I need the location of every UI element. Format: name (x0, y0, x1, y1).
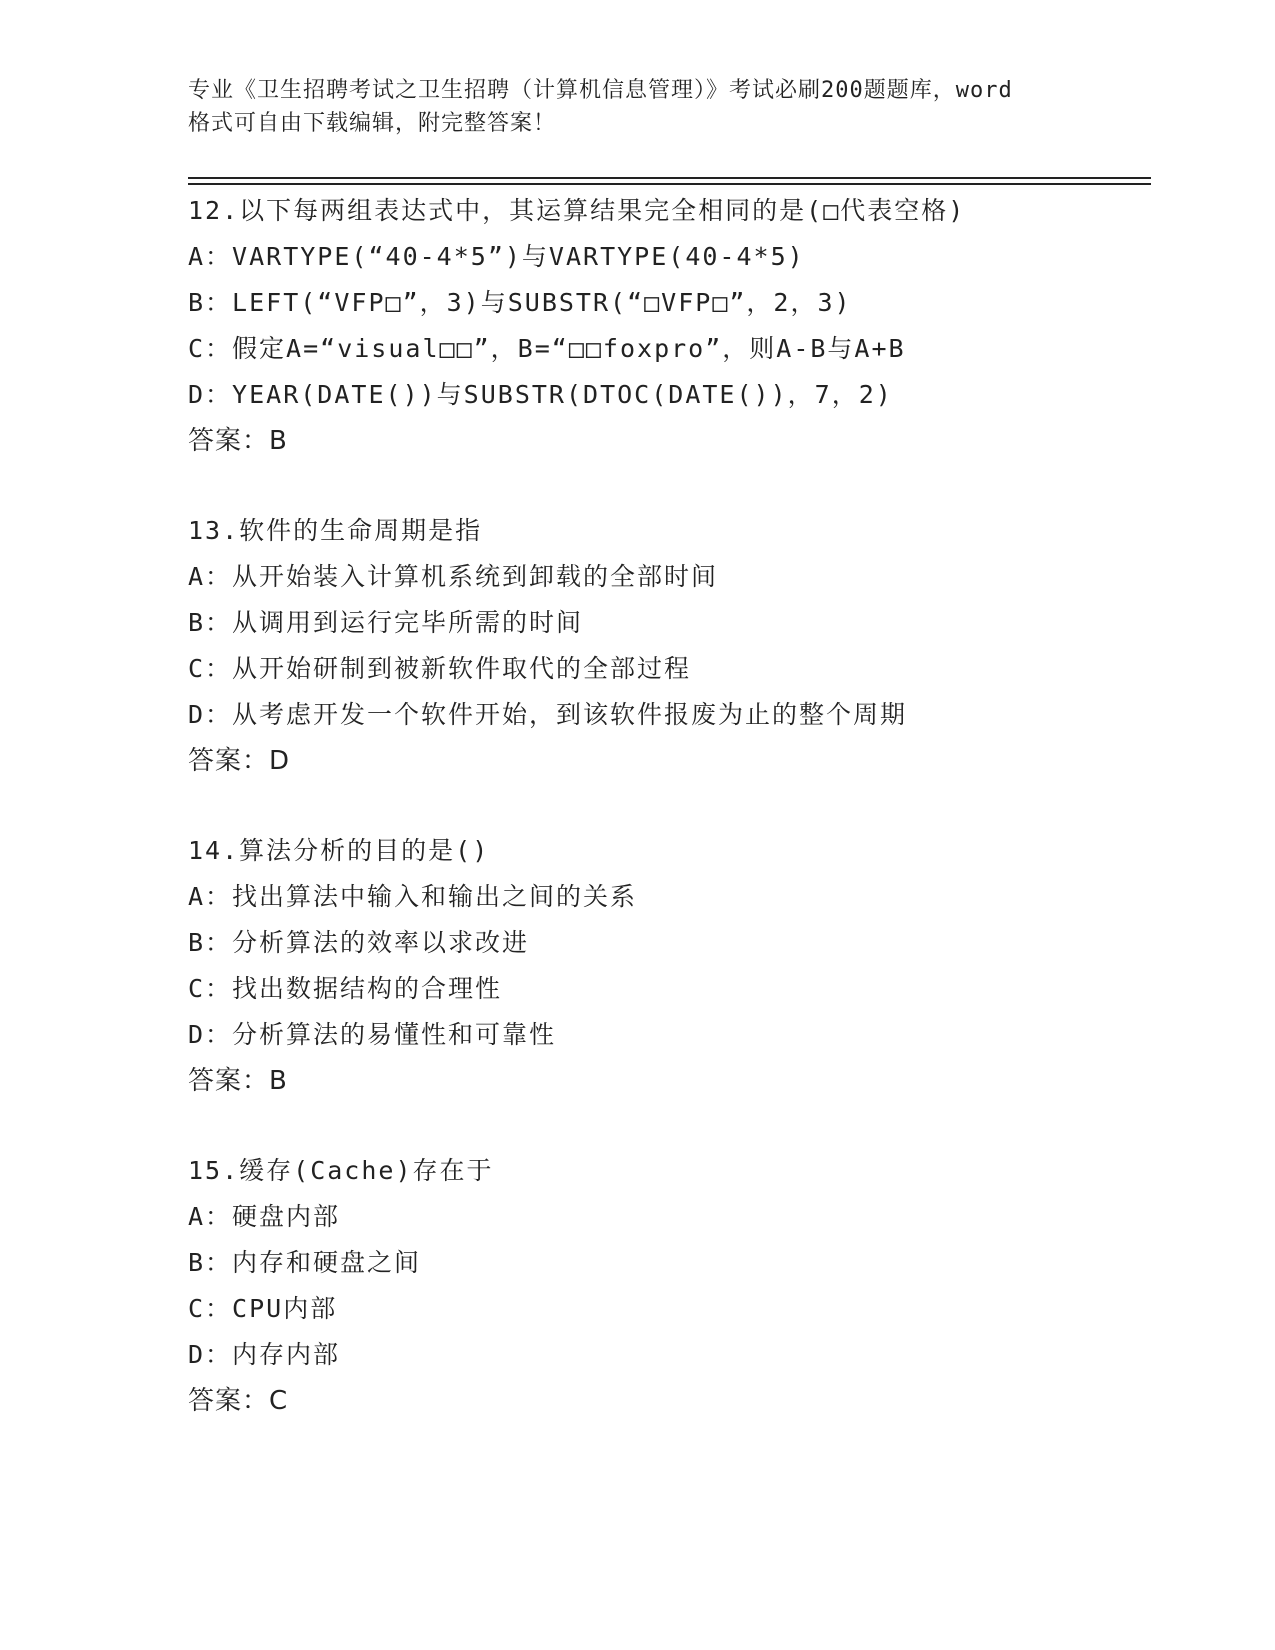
option-c: C：CPU内部 (188, 1294, 338, 1323)
question-text: 13.软件的生命周期是指 (188, 516, 483, 545)
header-divider-bottom (188, 183, 1151, 185)
header-line-2: 格式可自由下载编辑，附完整答案！ (188, 111, 557, 136)
option-d: D：从考虑开发一个软件开始，到该软件报废为止的整个周期 (188, 700, 908, 729)
answer-text: 答案：B (188, 426, 288, 456)
option-b: B：从调用到运行完毕所需的时间 (188, 608, 584, 637)
option-a: A：找出算法中输入和输出之间的关系 (188, 882, 638, 911)
document-header (188, 74, 1088, 140)
header-divider-top (188, 177, 1151, 179)
question-list (188, 188, 1151, 1468)
option-c: C：从开始研制到被新软件取代的全部过程 (188, 654, 692, 683)
answer-text: 答案：C (188, 1386, 289, 1416)
answer-text: 答案：D (188, 746, 291, 776)
question-text: 14.算法分析的目的是() (188, 836, 490, 865)
question-block (188, 188, 1151, 464)
option-d: D：分析算法的易懂性和可靠性 (188, 1020, 557, 1049)
option-d: D：内存内部 (188, 1340, 341, 1369)
option-a: A：VARTYPE(“40-4*5”)与VARTYPE(40-4*5) (188, 242, 805, 271)
question-block (188, 508, 1151, 784)
option-b: B：分析算法的效率以求改进 (188, 928, 530, 957)
question-text: 15.缓存(Cache)存在于 (188, 1156, 494, 1185)
header-line-1: 专业《卫生招聘考试之卫生招聘（计算机信息管理）》考试必刷200题题库，word (188, 78, 1013, 103)
question-block (188, 1148, 1151, 1424)
option-a: A：硬盘内部 (188, 1202, 341, 1231)
option-c: C：假定A=“visual□□”，B=“□□foxpro”，则A-B与A+B (188, 334, 906, 363)
question-block (188, 828, 1151, 1104)
question-text: 12.以下每两组表达式中，其运算结果完全相同的是(□代表空格) (188, 196, 966, 225)
option-a: A：从开始装入计算机系统到卸载的全部时间 (188, 562, 719, 591)
option-c: C：找出数据结构的合理性 (188, 974, 503, 1003)
option-b: B：内存和硬盘之间 (188, 1248, 422, 1277)
option-d: D：YEAR(DATE())与SUBSTR(DTOC(DATE())，7，2) (188, 380, 893, 409)
option-b: B：LEFT(“VFP□”，3)与SUBSTR(“□VFP□”，2，3) (188, 288, 852, 317)
answer-text: 答案：B (188, 1066, 288, 1096)
